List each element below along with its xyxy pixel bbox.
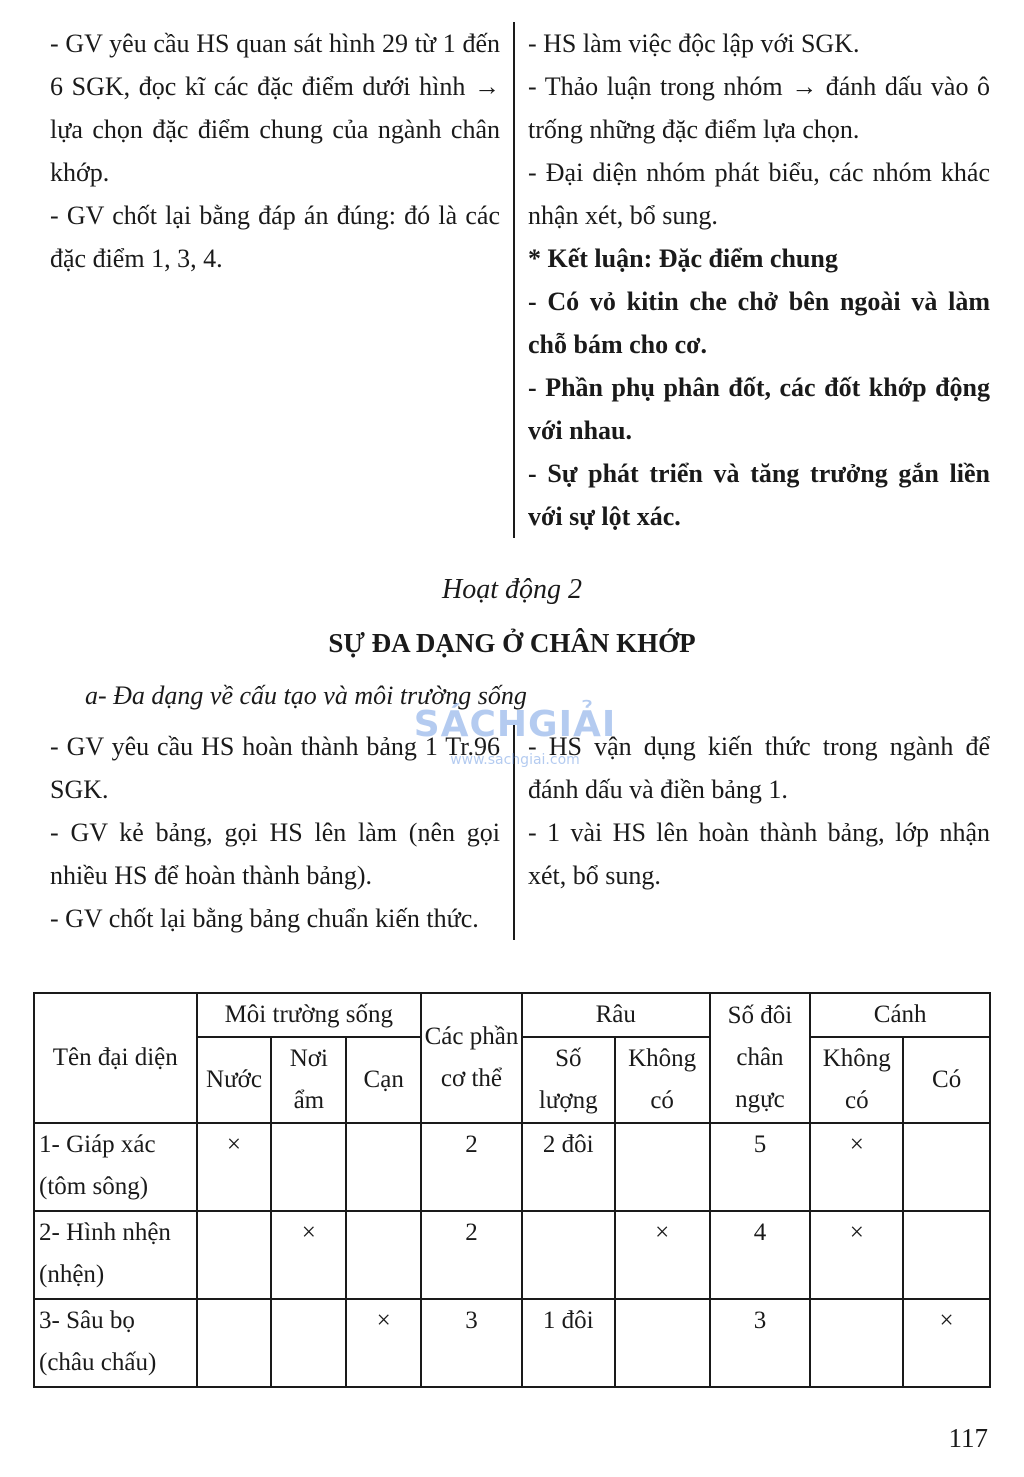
header-wings-none: Không có [810,1037,903,1123]
cell-antennae-count [522,1211,615,1299]
cell-legs: 3 [710,1299,811,1387]
teacher-activities-column [50,22,513,538]
subheading: a- Đa dạng về cấu tạo và môi trường sống [85,681,527,710]
cell-antennae-none [615,1299,710,1387]
teacher-step: - GV yêu cầu HS quan sát hình 29 từ 1 đến 6 SGK, đọc kĩ các đặc điểm dưới hình → lựa chọn đặc điểm chung của ngành chân khớp. [50,29,500,187]
student-step: - HS làm việc độc lập với SGK. [528,29,860,58]
conclusion-point: - Phần phụ phân đốt, các đốt khớp động với nhau. [528,373,990,445]
section-heading: SỰ ĐA DẠNG Ở CHÂN KHỚP [328,628,696,658]
cell-antennae-count: 1 đôi [522,1299,615,1387]
table-row [34,1123,990,1211]
header-water: Nước [197,1037,272,1123]
cell-moist: × [271,1211,346,1299]
header-antennae: Râu [522,993,710,1037]
cell-legs: 4 [710,1211,811,1299]
cell-name: 1- Giáp xác (tôm sông) [34,1123,197,1211]
cell-wings-yes [903,1211,990,1299]
arthropod-table [33,992,991,1388]
cell-land [346,1123,421,1211]
activity-title: Hoạt động 2 [442,574,582,605]
cell-parts: 2 [421,1123,522,1211]
header-wings-yes: Có [903,1037,990,1123]
activity1-columns [50,22,990,538]
cell-wings-yes [903,1123,990,1211]
header-wings: Cánh [810,993,990,1037]
cell-antennae-none [615,1123,710,1211]
student-activities-column [513,22,990,538]
student-activities-column [513,725,990,940]
cell-parts: 3 [421,1299,522,1387]
page-number: 117 [948,1423,988,1453]
conclusion-point: - Có vỏ kitin che chở bên ngoài và làm chỗ bám cho cơ. [528,287,990,359]
cell-antennae-none: × [615,1211,710,1299]
header-body-parts: Các phần cơ thể [421,993,522,1123]
teacher-step: - GV yêu cầu HS hoàn thành bảng 1 Tr.96 SGK. [50,732,500,804]
watermark-text: SÁCHGIẢI [413,704,617,745]
conclusion-title: * Kết luận: Đặc điểm chung [528,244,838,273]
teacher-step: - GV chốt lại bằng đáp án đúng: đó là các đặc điểm 1, 3, 4. [50,201,500,273]
header-land: Cạn [346,1037,421,1123]
cell-wings-yes: × [903,1299,990,1387]
cell-name: 2- Hình nhện (nhện) [34,1211,197,1299]
teacher-step: - GV kẻ bảng, gọi HS lên làm (nên gọi nhiều HS để hoàn thành bảng). [50,818,500,890]
student-step: - Thảo luận trong nhóm → đánh dấu vào ô trống những đặc điểm lựa chọn. [528,72,990,144]
watermark-url: www.sachgiai.com [450,752,580,768]
teacher-activities-column [50,725,513,940]
cell-wings-none: × [810,1211,903,1299]
cell-wings-none [810,1299,903,1387]
header-leg-pairs: Số đôi chân ngực [710,993,811,1123]
header-name: Tên đại diện [34,993,197,1123]
cell-wings-none: × [810,1123,903,1211]
cell-antennae-count: 2 đôi [522,1123,615,1211]
student-step: - HS vận dụng kiến thức trong ngành để đánh dấu và điền bảng 1. [528,732,990,804]
cell-parts: 2 [421,1211,522,1299]
activity2-columns [50,725,990,940]
header-antennae-none: Không có [615,1037,710,1123]
header-moist: Nơi ẩm [271,1037,346,1123]
cell-moist [271,1299,346,1387]
cell-water [197,1211,272,1299]
table-row [34,1299,990,1387]
cell-water: × [197,1123,272,1211]
cell-name: 3- Sâu bọ (châu chấu) [34,1299,197,1387]
cell-moist [271,1123,346,1211]
cell-legs: 5 [710,1123,811,1211]
table-row [34,1211,990,1299]
student-step: - Đại diện nhóm phát biểu, các nhóm khác nhận xét, bổ sung. [528,158,990,230]
header-antennae-count: Số lượng [522,1037,615,1123]
cell-water [197,1299,272,1387]
cell-land [346,1211,421,1299]
teacher-step: - GV chốt lại bằng bảng chuẩn kiến thức. [50,904,479,933]
header-habitat: Môi trường sống [197,993,422,1037]
conclusion-point: - Sự phát triển và tăng trưởng gắn liền với sự lột xác. [528,459,990,531]
student-step: - 1 vài HS lên hoàn thành bảng, lớp nhận xét, bổ sung. [528,818,990,890]
cell-land: × [346,1299,421,1387]
